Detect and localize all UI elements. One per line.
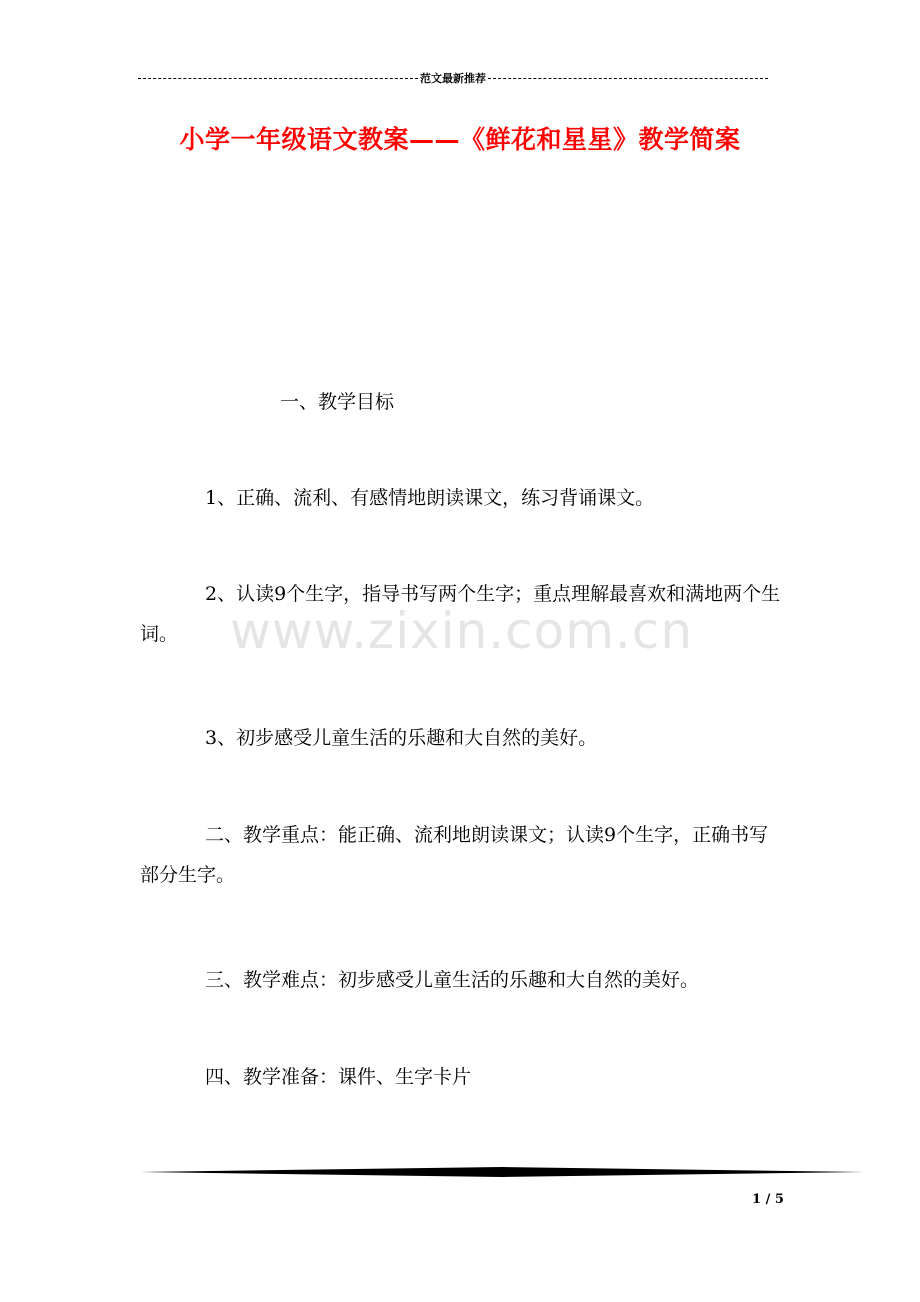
teaching-preparation: 四、教学准备：课件、生字卡片 [205, 1066, 472, 1088]
page-number: 1 / 5 [752, 1192, 784, 1207]
header-dash-left [138, 78, 418, 79]
section-heading-objectives: 一、教学目标 [280, 391, 395, 413]
objective-1: 1、正确、流利、有感情地朗读课文，练习背诵课文。 [205, 487, 655, 509]
footer-rule [140, 1165, 864, 1179]
key-points: 二、教学重点：能正确、流利地朗读课文；认读9个生字，正确书写部分生字。 [140, 824, 769, 886]
document-title: 小学一年级语文教案——《鲜花和星星》教学简案 [179, 125, 741, 154]
page-header [138, 68, 768, 88]
header-dash-right [488, 78, 768, 79]
difficult-points: 三、教学难点：初步感受儿童生活的乐趣和大自然的美好。 [205, 969, 700, 991]
objective-3: 3、初步感受儿童生活的乐趣和大自然的美好。 [205, 727, 598, 749]
objective-2: 2、认读9个生字，指导书写两个生字；重点理解最喜欢和满地两个生词。 [140, 583, 781, 645]
header-label: 范文最新推荐 [420, 72, 486, 85]
watermark: www.zixin.com.cn [230, 602, 694, 660]
